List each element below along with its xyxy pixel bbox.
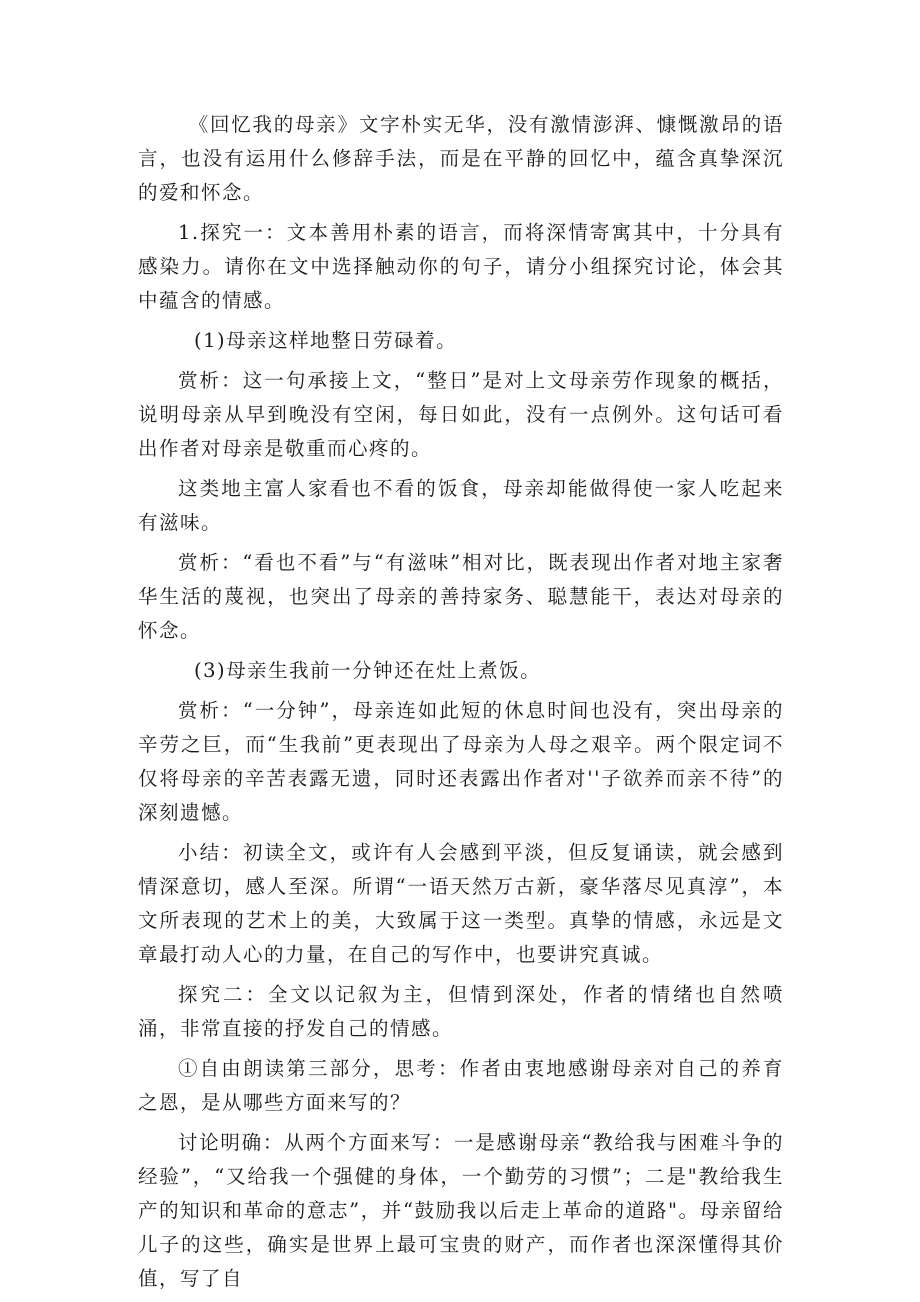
paragraph-appreciation-1: 赏析：这一句承接上文，“整日”是对上文母亲劳作现象的概括，说明母亲从早到晚没有空闲，每日如此，没有一点例外。这句话可看出作者对母亲是敬重而心疼的。 bbox=[138, 369, 784, 460]
paragraph-appreciation-2: 赏析：“看也不看”与“有滋味”相对比，既表现出作者对地主家奢华生活的蔑视，也突出了母亲的善持家务、聪慧能干，表达对母亲的怀念。 bbox=[138, 551, 784, 642]
paragraph-appreciation-3: 赏析：“一分钟”，母亲连如此短的休息时间也没有，突出母亲的辛劳之巨，而“生我前”更表现出了母亲为人母之艰辛。两个限定词不仅将母亲的辛苦表露无遗，同时还表露出作者对''子欲养而亲不待”的深刻遗憾。 bbox=[138, 699, 784, 824]
paragraph-sentence-3: (3)母亲生我前一分钟还在灶上煮饭。 bbox=[194, 659, 542, 682]
paragraph-inquiry-two: 探究二：全文以记叙为主，但情到深处，作者的情绪也自然喷涌，非常直接的抒发自己的情感。 bbox=[138, 983, 784, 1040]
paragraph-intro: 《回忆我的母亲》文字朴实无华，没有激情澎湃、慷慨激昂的语言，也没有运用什么修辞手法，而是在平静的回忆中，蕴含真挚深沉的爱和怀念。 bbox=[138, 113, 784, 204]
paragraph-sentence-1: (1)母亲这样地整日劳碌着。 bbox=[194, 329, 458, 352]
paragraph-sentence-2: 这类地主富人家看也不看的饭食，母亲却能做得使一家人吃起来有滋味。 bbox=[138, 477, 784, 534]
paragraph-question: ①自由朗读第三部分，思考：作者由衷地感谢母亲对自己的养育之恩，是从哪些方面来写的？ bbox=[138, 1057, 784, 1114]
paragraph-summary: 小结：初读全文，或许有人会感到平淡，但反复诵读，就会感到情深意切，感人至深。所谓“一语天然万古新，豪华落尽见真淳”，本文所表现的艺术上的美，大致属于这一类型。真挚的情感，永远是文章最打动人心的力量，在自己的写作中，也要讲究真诚。 bbox=[138, 841, 784, 966]
paragraph-inquiry-one: 1.探究一：文本善用朴素的语言，而将深情寄寓其中，十分具有感染力。请你在文中选择触动你的句子，请分小组探究讨论，体会其中蕴含的情感。 bbox=[138, 221, 784, 312]
paragraph-discussion: 讨论明确：从两个方面来写：一是感谢母亲“教给我与困难斗争的经验”，“又给我一个强健的身体，一个勤劳的习惯”；二是"教给我生产的知识和革命的意志”，并“鼓励我以后走上革命的道路"。母亲留给儿子的这些，确实是世界上最可宝贵的财产，而作者也深深懂得其价值，写了自 bbox=[138, 1131, 784, 1290]
document-body bbox=[138, 108, 784, 1302]
